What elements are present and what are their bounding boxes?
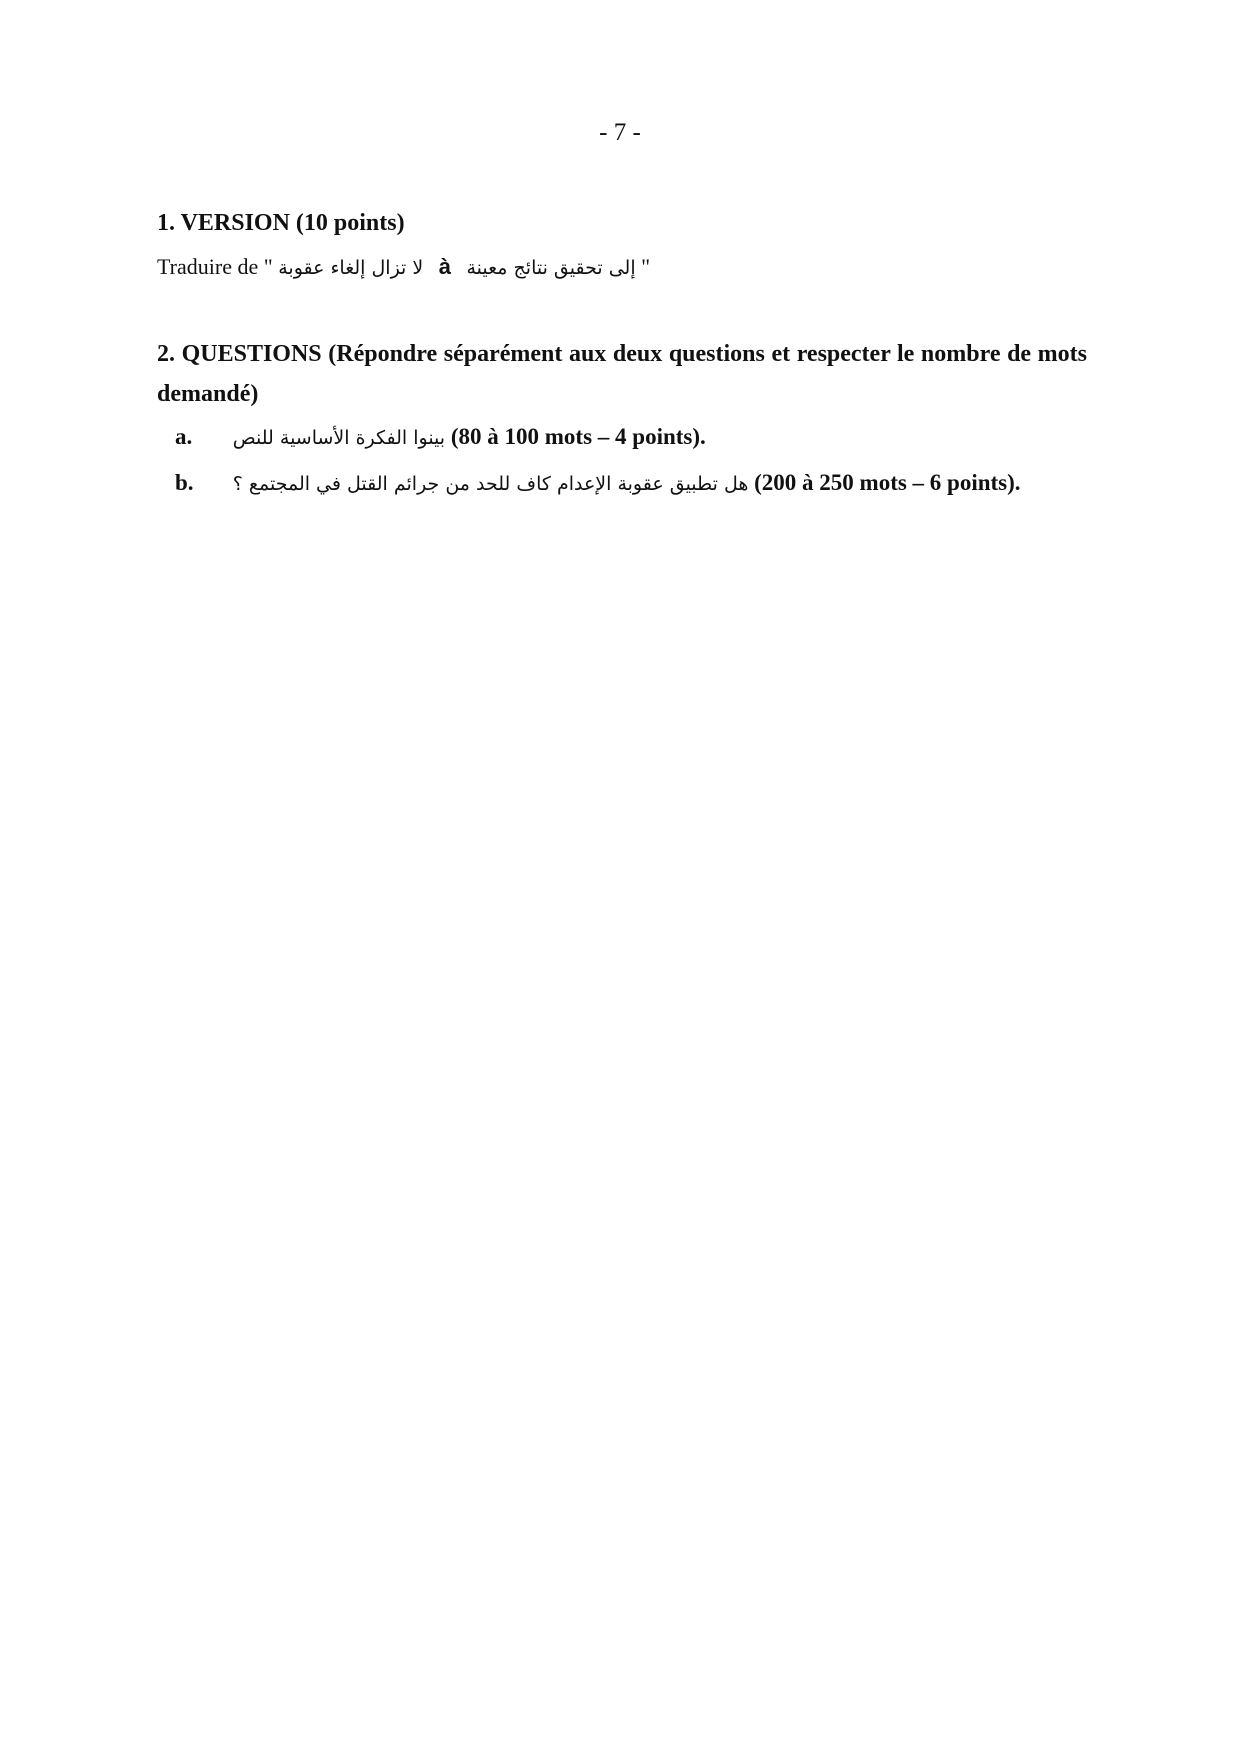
- question-word-count: (80 à 100 mots – 4 points).: [450, 424, 706, 449]
- closing-quote: ": [641, 254, 651, 279]
- translate-instruction: [157, 252, 650, 283]
- translate-prefix: Traduire de ": [157, 254, 273, 279]
- question-word-count: (200 à 250 mots – 6 points).: [754, 470, 1021, 495]
- section-version-heading: 1. VERSION (10 points): [157, 210, 405, 236]
- page-number: - 7 -: [599, 119, 641, 146]
- question-marker: b.: [175, 470, 194, 495]
- question-b: [175, 468, 1021, 499]
- question-a: [175, 422, 706, 453]
- arabic-phrase-start: لا تزال إلغاء عقوبة: [278, 257, 424, 279]
- question-marker: a.: [175, 424, 193, 449]
- section-questions-heading: 2. QUESTIONS (Répondre séparément aux deux questions et respecter le nombre de mots demandé): [157, 341, 1087, 407]
- connector-a: à: [438, 254, 451, 279]
- question-arabic-text: هل تطبيق عقوبة الإعدام كاف للحد من جرائم القتل في المجتمع ؟: [232, 473, 749, 495]
- question-arabic-text: بينوا الفكرة الأساسية للنص: [232, 427, 446, 449]
- arabic-phrase-end: إلى تحقيق نتائج معينة: [466, 257, 636, 279]
